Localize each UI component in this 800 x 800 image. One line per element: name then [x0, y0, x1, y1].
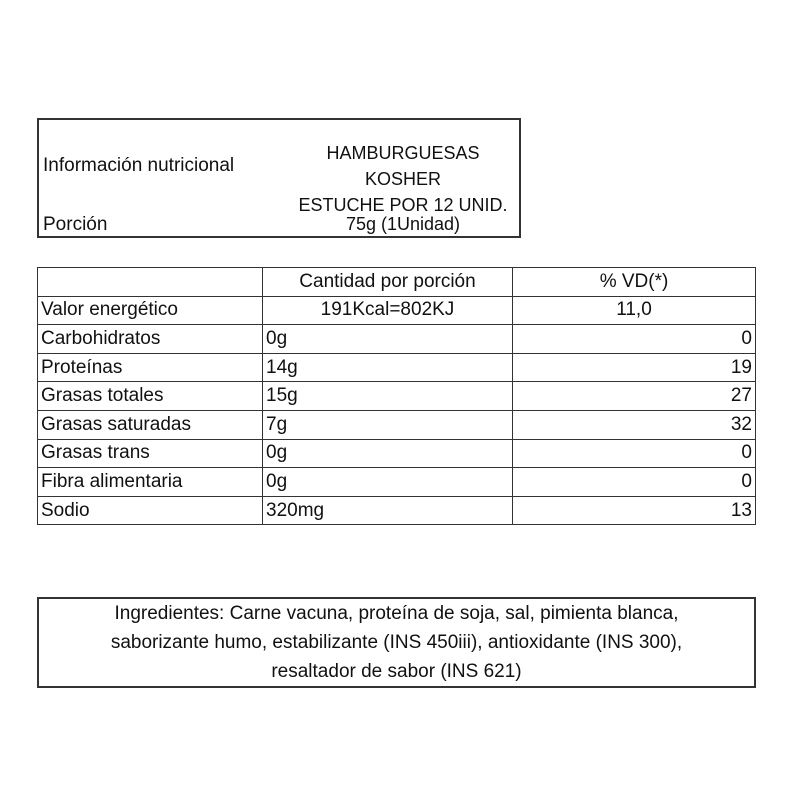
table-header-row	[38, 268, 756, 297]
nutrition-table-wrapper	[37, 267, 756, 525]
ingredients-box	[37, 597, 756, 688]
product-name-line2: ESTUCHE POR 12 UNID.	[298, 195, 508, 215]
product-name	[289, 140, 517, 218]
nutrient-amount: 14g	[263, 353, 513, 382]
table-row	[38, 382, 756, 411]
table-row	[38, 410, 756, 439]
nutrient-name: Carbohidratos	[38, 325, 263, 354]
nutrition-table	[37, 267, 756, 525]
nutrient-name: Fibra alimentaria	[38, 468, 263, 497]
energy-amount: 191Kcal=802KJ	[263, 296, 513, 325]
nutrient-vd: 19	[513, 353, 756, 382]
nutrient-amount: 0g	[263, 439, 513, 468]
nutrient-vd: 0	[513, 325, 756, 354]
nutrient-amount: 15g	[263, 382, 513, 411]
nutrient-amount: 0g	[263, 468, 513, 497]
energy-name: Valor energético	[38, 296, 263, 325]
table-row	[38, 325, 756, 354]
ingredients-line3: resaltador de sabor (INS 621)	[271, 661, 522, 682]
header-vd: % VD(*)	[513, 268, 756, 297]
nutrient-amount: 0g	[263, 325, 513, 354]
nutrient-amount: 320mg	[263, 496, 513, 525]
product-name-line1: HAMBURGUESAS KOSHER	[326, 143, 480, 189]
portion-label: Porción	[43, 214, 108, 235]
nutrient-vd: 27	[513, 382, 756, 411]
ingredients-line1: Ingredientes: Carne vacuna, proteína de soja, sal, pimienta blanca,	[114, 603, 679, 624]
table-row	[38, 496, 756, 525]
nutrient-vd: 32	[513, 410, 756, 439]
nutrient-name: Grasas saturadas	[38, 410, 263, 439]
product-header-box	[37, 118, 521, 238]
nutrient-amount: 7g	[263, 410, 513, 439]
nutrient-name: Proteínas	[38, 353, 263, 382]
table-row	[38, 468, 756, 497]
energy-vd: 11,0	[513, 296, 756, 325]
table-row	[38, 353, 756, 382]
nutrition-info-title: Información nutricional	[43, 155, 235, 176]
ingredients-text	[52, 599, 742, 686]
nutrient-vd: 13	[513, 496, 756, 525]
nutrient-vd: 0	[513, 439, 756, 468]
nutrient-name: Sodio	[38, 496, 263, 525]
header-nutrient	[38, 268, 263, 297]
header-amount: Cantidad por porción	[263, 268, 513, 297]
portion-value: 75g (1Unidad)	[345, 214, 461, 234]
nutrient-name: Grasas trans	[38, 439, 263, 468]
table-row	[38, 439, 756, 468]
energy-row	[38, 296, 756, 325]
nutrient-name: Grasas totales	[38, 382, 263, 411]
nutrient-vd: 0	[513, 468, 756, 497]
ingredients-line2: saborizante humo, estabilizante (INS 450iii), antioxidante (INS 300),	[110, 632, 683, 653]
